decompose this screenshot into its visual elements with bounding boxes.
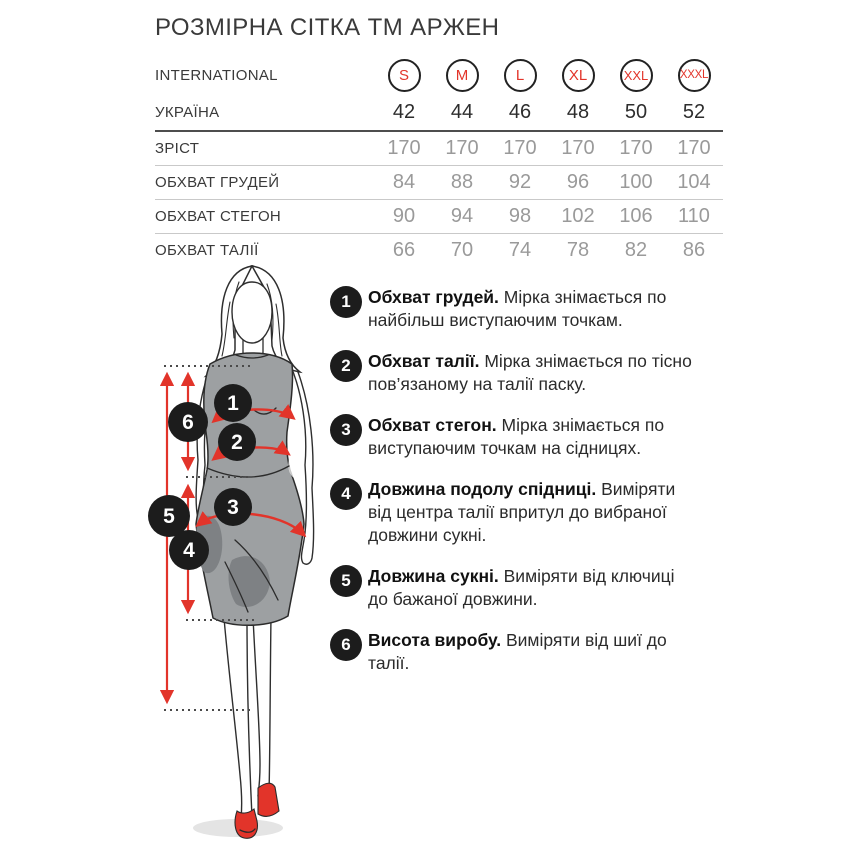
row-label: ОБХВАТ ТАЛІЇ bbox=[155, 242, 259, 259]
table-cell: 170 bbox=[503, 137, 537, 159]
marker-5-label: 5 bbox=[163, 505, 175, 528]
legend-description: Виміряти від центра талії впритул до вибраної довжини сукні. bbox=[368, 479, 676, 545]
size-badge-label: L bbox=[515, 66, 525, 84]
marker-4-label: 4 bbox=[183, 539, 195, 562]
table-cell: 88 bbox=[450, 171, 474, 193]
table-row-chest bbox=[155, 166, 723, 199]
table-cell: 102 bbox=[561, 205, 595, 227]
legend-term: Довжина сукні. bbox=[368, 566, 499, 586]
table-cell: 110 bbox=[678, 205, 710, 227]
size-badge-label: M bbox=[455, 66, 469, 84]
table-cell: 96 bbox=[566, 171, 590, 193]
size-table bbox=[155, 56, 723, 267]
table-row-hips bbox=[155, 200, 723, 233]
legend-description: Виміряти від ключиці до бажаної довжини. bbox=[368, 566, 675, 609]
legend-item-waist bbox=[330, 350, 698, 396]
size-badge-label: XXL bbox=[623, 67, 649, 83]
legend-text bbox=[368, 565, 698, 611]
table-cell: 92 bbox=[508, 171, 532, 193]
size-badge-label: S bbox=[398, 66, 409, 84]
table-cell: 44 bbox=[450, 100, 474, 123]
marker-1-label: 1 bbox=[227, 392, 239, 415]
row-label: УКРАЇНА bbox=[155, 103, 220, 121]
size-badge bbox=[620, 59, 653, 92]
table-cell: 104 bbox=[677, 171, 711, 193]
legend-description: Виміряти від шиї до талії. bbox=[368, 630, 667, 673]
row-label: ОБХВАТ ГРУДЕЙ bbox=[155, 174, 280, 191]
marker-6-label: 6 bbox=[182, 411, 194, 434]
table-row-height bbox=[155, 132, 723, 165]
table-cell: 52 bbox=[682, 100, 706, 123]
legend-term: Обхват стегон. bbox=[368, 415, 497, 435]
legend-term: Обхват грудей. bbox=[368, 287, 499, 307]
measurement-legend bbox=[330, 286, 698, 675]
table-cell: 98 bbox=[508, 205, 532, 227]
table-cell: 42 bbox=[392, 100, 416, 123]
legend-description: Мірка знімається по найбільш виступаючим точкам. bbox=[368, 287, 667, 330]
legend-description: Мірка знімається по тісно пов’язаному на талії паску. bbox=[368, 351, 692, 394]
table-cell: 46 bbox=[508, 100, 532, 123]
dress bbox=[196, 353, 304, 625]
legend-number-badge bbox=[330, 565, 362, 597]
legend-item-product-height bbox=[330, 629, 698, 675]
legend-number-badge bbox=[330, 478, 362, 510]
size-badge-label: XXXL bbox=[679, 69, 709, 81]
table-cell: 170 bbox=[445, 137, 479, 159]
legend-number-badge bbox=[330, 414, 362, 446]
legend-item-dress-length bbox=[330, 565, 698, 611]
legend-text bbox=[368, 629, 698, 675]
table-cell: 78 bbox=[566, 239, 590, 261]
legend-text bbox=[368, 350, 698, 396]
legend-term: Довжина подолу спідниці. bbox=[368, 479, 597, 499]
marker-2-label: 2 bbox=[231, 431, 243, 454]
table-row-ukraine bbox=[155, 94, 723, 130]
table-row-international bbox=[155, 56, 723, 94]
size-badge bbox=[388, 59, 421, 92]
legend-number: 1 bbox=[341, 292, 351, 311]
table-cell: 84 bbox=[392, 171, 416, 193]
legend-number: 6 bbox=[341, 635, 351, 654]
size-badge bbox=[562, 59, 595, 92]
size-badge bbox=[446, 59, 479, 92]
woman-sketch bbox=[140, 260, 360, 850]
table-cell: 50 bbox=[624, 100, 648, 123]
legend-text bbox=[368, 478, 698, 547]
table-cell: 82 bbox=[624, 239, 648, 261]
legend-text bbox=[368, 286, 698, 332]
marker-3-label: 3 bbox=[227, 496, 239, 519]
row-label: INTERNATIONAL bbox=[155, 66, 278, 84]
table-cell: 106 bbox=[619, 205, 653, 227]
table-cell: 70 bbox=[450, 239, 474, 261]
table-cell: 170 bbox=[561, 137, 595, 159]
legend-text bbox=[368, 414, 698, 460]
legend-description: Мірка знімається по виступаючим точкам на сідницях. bbox=[368, 415, 665, 458]
legend-item-hips bbox=[330, 414, 698, 460]
table-cell: 170 bbox=[677, 137, 711, 159]
legend-number: 2 bbox=[341, 356, 351, 375]
measurement-figure bbox=[140, 260, 360, 850]
table-cell: 90 bbox=[392, 205, 416, 227]
table-cell: 74 bbox=[508, 239, 532, 261]
size-badge-label: XL bbox=[568, 66, 588, 84]
table-cell: 170 bbox=[387, 137, 421, 159]
row-label: ОБХВАТ СТЕГОН bbox=[155, 208, 282, 225]
size-badge bbox=[504, 59, 537, 92]
face bbox=[232, 282, 272, 343]
legend-number: 5 bbox=[341, 571, 351, 590]
table-cell: 86 bbox=[682, 239, 706, 261]
legend-number-badge bbox=[330, 286, 362, 318]
legend-number: 3 bbox=[341, 420, 351, 439]
table-cell: 100 bbox=[619, 171, 653, 193]
table-cell: 66 bbox=[392, 239, 416, 261]
page-title: РОЗМІРНА СІТКА ТМ АРЖЕН bbox=[155, 14, 500, 41]
legend-number: 4 bbox=[341, 484, 351, 503]
size-badge bbox=[678, 59, 711, 92]
table-cell: 94 bbox=[450, 205, 474, 227]
row-label: ЗРІСТ bbox=[155, 140, 200, 157]
legend-item-skirt-length bbox=[330, 478, 698, 547]
legend-number-badge bbox=[330, 629, 362, 661]
legend-term: Обхват талії. bbox=[368, 351, 480, 371]
legend-term: Висота виробу. bbox=[368, 630, 502, 650]
table-cell: 170 bbox=[619, 137, 653, 159]
table-cell: 48 bbox=[566, 100, 590, 123]
legend-number-badge bbox=[330, 350, 362, 382]
legend-item-chest bbox=[330, 286, 698, 332]
